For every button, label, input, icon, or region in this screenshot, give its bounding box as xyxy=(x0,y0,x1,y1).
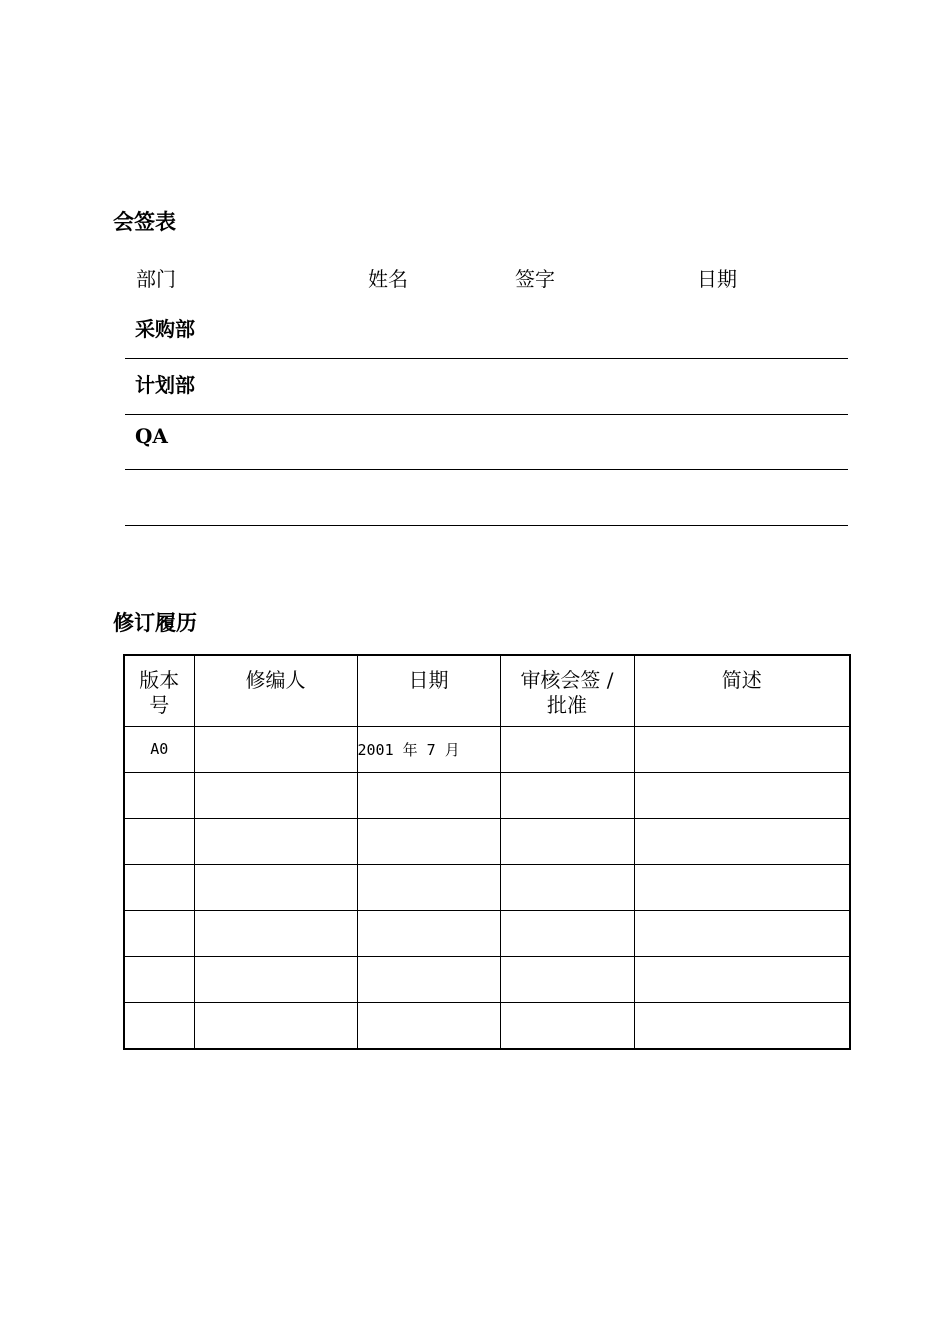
table-row xyxy=(124,818,850,864)
table-row xyxy=(124,910,850,956)
signoff-row xyxy=(125,415,848,470)
cell-editor xyxy=(194,726,357,772)
cell-version xyxy=(124,910,194,956)
cell-version xyxy=(124,772,194,818)
cell-version xyxy=(124,818,194,864)
cell-version xyxy=(124,1002,194,1049)
signoff-header-department: 部门 xyxy=(136,267,176,291)
revision-title: 修订履历 xyxy=(113,610,197,635)
cell-approval xyxy=(500,726,634,772)
signoff-header-date: 日期 xyxy=(697,267,737,291)
revision-table xyxy=(123,654,851,1050)
signoff-header-name: 姓名 xyxy=(368,267,408,291)
signoff-department: 计划部 xyxy=(135,373,195,397)
cell-date xyxy=(357,956,500,1002)
cell-editor xyxy=(194,956,357,1002)
cell-summary xyxy=(634,956,850,1002)
cell-date xyxy=(357,910,500,956)
cell-version xyxy=(124,864,194,910)
revision-header-editor: 修编人 xyxy=(194,655,357,726)
cell-approval xyxy=(500,1002,634,1049)
cell-approval xyxy=(500,772,634,818)
cell-summary xyxy=(634,772,850,818)
cell-version xyxy=(124,956,194,1002)
cell-approval xyxy=(500,956,634,1002)
cell-editor xyxy=(194,1002,357,1049)
signoff-row xyxy=(125,304,848,359)
cell-editor xyxy=(194,772,357,818)
cell-summary xyxy=(634,864,850,910)
table-row xyxy=(124,1002,850,1049)
signoff-title: 会签表 xyxy=(113,209,176,234)
signoff-row xyxy=(125,471,848,526)
cell-summary xyxy=(634,818,850,864)
cell-date: 2001 年 7 月 xyxy=(357,726,500,772)
cell-summary xyxy=(634,1002,850,1049)
revision-header-date: 日期 xyxy=(357,655,500,726)
cell-summary xyxy=(634,726,850,772)
cell-approval xyxy=(500,818,634,864)
signoff-row xyxy=(125,360,848,415)
cell-date xyxy=(357,864,500,910)
revision-header-row xyxy=(124,655,850,726)
signoff-department: QA xyxy=(135,424,168,448)
table-row xyxy=(124,726,850,772)
table-row xyxy=(124,864,850,910)
signoff-department: 采购部 xyxy=(135,317,195,341)
signoff-header-signature: 签字 xyxy=(515,267,555,291)
cell-editor xyxy=(194,910,357,956)
cell-approval xyxy=(500,910,634,956)
table-row xyxy=(124,956,850,1002)
cell-approval xyxy=(500,864,634,910)
table-row xyxy=(124,772,850,818)
revision-header-approval: 审核会签 /批准 xyxy=(500,655,634,726)
cell-date xyxy=(357,818,500,864)
cell-date xyxy=(357,772,500,818)
cell-summary xyxy=(634,910,850,956)
cell-version: A0 xyxy=(124,726,194,772)
revision-header-version: 版本号 xyxy=(124,655,194,726)
revision-header-summary: 简述 xyxy=(634,655,850,726)
cell-editor xyxy=(194,864,357,910)
cell-editor xyxy=(194,818,357,864)
cell-date xyxy=(357,1002,500,1049)
